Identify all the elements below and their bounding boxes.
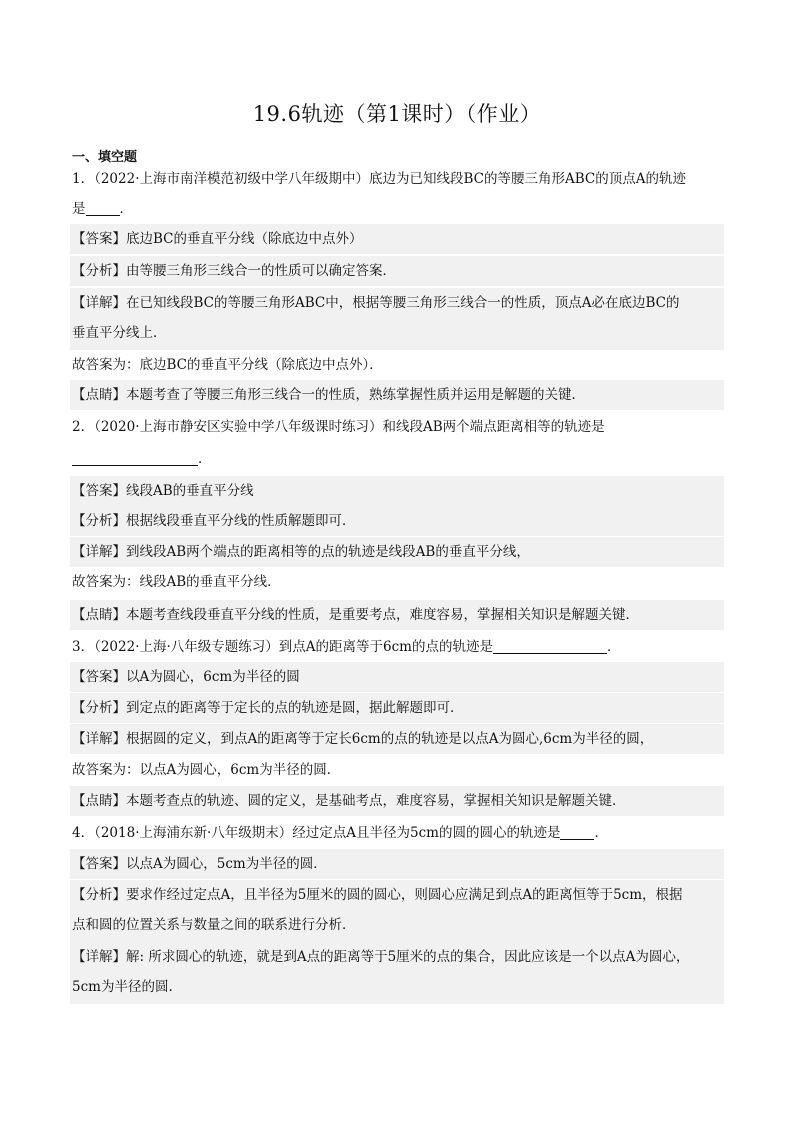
- question-3: [72, 632, 724, 662]
- final-answer: 故答案为：底边BC的垂直平分线（除底边中点外）．: [72, 357, 383, 373]
- answer-blank: [560, 823, 594, 840]
- answer-row: 【答案】底边BC的垂直平分线（除底边中点外）: [70, 224, 724, 254]
- question-3-text: 3．（2022·上海·八年级专题练习）到点A的距离等于6cm的点的轨迹是: [72, 639, 493, 655]
- comment-row: 【点睛】本题考查了等腰三角形三线合一的性质，熟练掌握性质并运用是解题的关键．: [70, 380, 724, 410]
- detail-row: [70, 942, 724, 1004]
- section-heading: 一、填空题: [72, 150, 138, 165]
- question-2-period: ．: [198, 451, 212, 467]
- question-2-line-1: 2．（2020·上海市静安区实验中学八年级课时练习）和线段AB两个端点距离相等的轨迹是: [72, 419, 605, 435]
- final-answer: 故答案为：线段AB的垂直平分线．: [72, 574, 281, 590]
- question-2: [72, 412, 724, 474]
- detail-line-1: 【详解】解: 所求圆心的轨迹，就是到A点的距离等于5厘米的点的集合，因此应该是一个以点A为圆心，: [72, 949, 690, 965]
- analysis-row: 【分析】由等腰三角形三线合一的性质可以确定答案．: [70, 256, 724, 286]
- answer-blank: [86, 199, 120, 216]
- answer-blank: [72, 449, 198, 466]
- answer-blank: [493, 637, 607, 654]
- question-1-text-end: 是: [72, 201, 86, 217]
- answer-row: 【答案】以点A为圆心，5cm为半径的圆．: [70, 849, 724, 879]
- detail-row: 【详解】根据圆的定义，到点A的距离等于定长6cm的点的轨迹是以点A为圆心,6cm为半径的圆，: [70, 724, 724, 754]
- detail-row: 【详解】到线段AB两个端点的距离相等的点的轨迹是线段AB的垂直平分线，: [70, 537, 724, 567]
- comment-row: 【点睛】本题考查点的轨迹、圆的定义，是基础考点，难度容易，掌握相关知识是解题关键．: [70, 786, 724, 816]
- detail-row: [70, 288, 724, 350]
- question-1-line-1: 1．（2022·上海市南洋模范初级中学八年级期中）底边为已知线段BC的等腰三角形ABC的顶点A的轨迹: [72, 171, 686, 187]
- question-4: [72, 818, 724, 848]
- question-1-line-2: [72, 194, 724, 224]
- analysis-line-1: 【分析】要求作经过定点A，且半径为5厘米的圆的圆心，则圆心应满足到点A的距离恒等于5cm，根据: [72, 887, 683, 903]
- comment-row: 【点睛】本题考查线段垂直平分线的性质，是重要考点，难度容易，掌握相关知识是解题关键．: [70, 600, 724, 630]
- analysis-row: [70, 880, 724, 942]
- question-1: [72, 164, 724, 224]
- final-answer: 故答案为：以点A为圆心，6cm为半径的圆．: [72, 762, 341, 778]
- document-title: 19.6轨迹（第1课时）（作业）: [252, 102, 542, 126]
- question-4-text: 4．（2018·上海浦东新·八年级期末）经过定点A且半径为5cm的圆的圆心的轨迹是: [72, 825, 561, 841]
- question-1-period: ．: [119, 201, 133, 217]
- detail-line-2: 垂直平分线上．: [72, 325, 167, 341]
- analysis-line-2: 点和圆的位置关系与数量之间的联系进行分析．: [72, 917, 356, 933]
- detail-line-1: 【详解】在已知线段BC的等腰三角形ABC中，根据等腰三角形三线合一的性质，顶点A必在底边BC的: [72, 295, 680, 311]
- analysis-row: 【分析】根据线段垂直平分线的性质解题即可．: [70, 506, 724, 536]
- answer-row: 【答案】线段AB的垂直平分线: [70, 476, 724, 506]
- question-2-line-2: [72, 444, 724, 474]
- analysis-row: 【分析】到定点的距离等于定长的点的轨迹是圆，据此解题即可．: [70, 693, 724, 723]
- answer-row: 【答案】以A为圆心，6cm为半径的圆: [70, 662, 724, 692]
- detail-line-2: 5cm为半径的圆.: [72, 979, 173, 995]
- question-3-period: ．: [606, 639, 621, 655]
- question-4-period: ．: [594, 825, 608, 841]
